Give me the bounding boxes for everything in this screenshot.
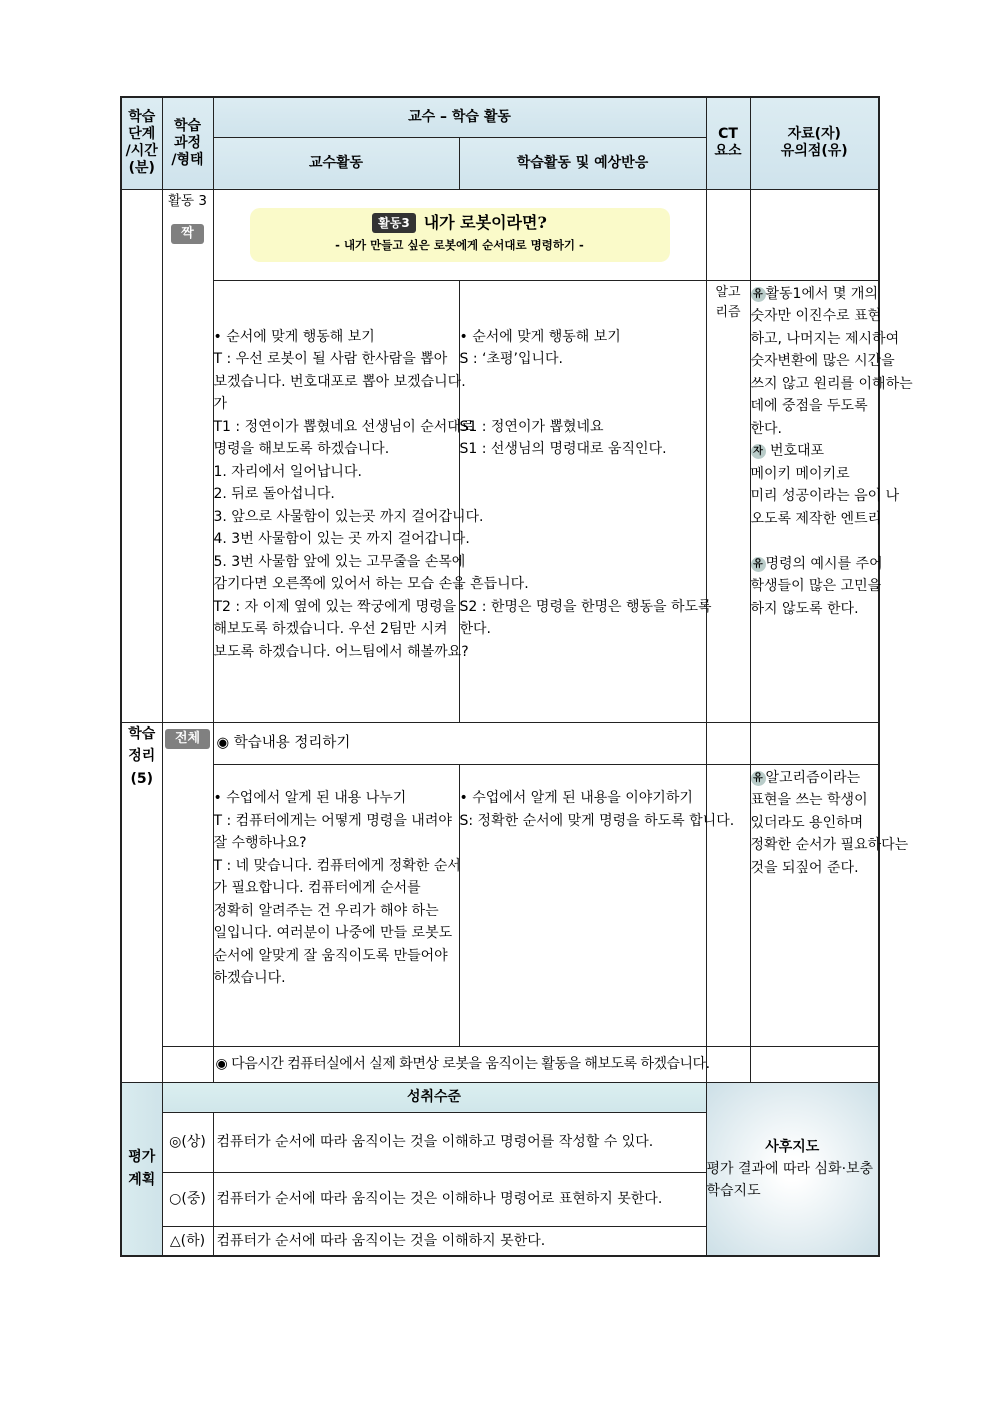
activity3-notes xyxy=(750,283,913,621)
after-guidance-text-1: 평가 결과에 따라 심화·보충 xyxy=(706,1160,874,1177)
note-line xyxy=(751,767,879,790)
note-line xyxy=(751,283,879,306)
note-text: 활동1에서 몇 개의 xyxy=(765,285,878,302)
summary-title: ◉ 학습내용 정리하기 xyxy=(213,722,706,764)
activity3-student-cell xyxy=(459,280,712,722)
note-line xyxy=(751,530,879,553)
summary-notes-empty xyxy=(750,722,879,764)
text-line: 하겠습니다. xyxy=(213,970,286,986)
note-line xyxy=(750,328,900,351)
note-text: 것을 되짚어 준다. xyxy=(750,859,859,876)
activity3-ct-empty xyxy=(706,189,750,280)
note-text: 알고리즘이라는 xyxy=(765,769,861,786)
pair-form-tag: 짝 xyxy=(171,224,204,244)
note-line xyxy=(750,485,900,508)
text-line: 5. 3번 사물함 앞에 있는 고무줄을 손목에 xyxy=(213,553,466,570)
note-line xyxy=(750,508,882,531)
text-line: 보겠습니다. 번호대포로 뽑아 보겠습니다. xyxy=(213,373,466,390)
note-badge-icon: 유 xyxy=(751,771,766,786)
summary-form-cell xyxy=(162,722,213,1046)
note-line xyxy=(751,812,879,835)
text-line: 감기다면 오른쪽에 있어서 하는 모습 손을 흔듭니다. xyxy=(213,576,529,592)
text-line xyxy=(460,551,706,574)
text-line: T1 : 정연이가 뽑혔네요 선생님이 순서대로 xyxy=(213,418,475,435)
next-ct-empty xyxy=(706,1046,750,1082)
summary-student-text xyxy=(459,765,735,833)
text-line xyxy=(214,303,459,326)
text-line xyxy=(460,281,706,304)
note-badge-icon: 자 xyxy=(751,444,766,459)
text-line: 해보도록 하겠습니다. 우선 2팀만 시켜 xyxy=(213,621,448,637)
process-form-header: 학습 과정 /형태 xyxy=(162,97,213,189)
stage-time-header: 학습 단계 /시간 (분) xyxy=(121,97,162,189)
text-line: S1 : 정연이가 뽑혔네요 xyxy=(459,418,604,435)
note-text: 미리 성공이라는 음이 나 xyxy=(750,488,900,504)
note-text: 쓰지 않고 원리를 이해하는 xyxy=(750,375,913,392)
note-text: 데에 중점을 두도록 xyxy=(750,398,868,414)
note-line xyxy=(751,418,879,441)
note-text: 숫자만 이진수로 표현 xyxy=(750,308,882,324)
level-high-text: 컴퓨터가 순서에 따라 움직이는 것을 이해하고 명령어를 작성할 수 있다. xyxy=(213,1112,706,1172)
note-text: 메이키 메이키로 xyxy=(750,465,850,482)
activity-label: 활동 3 xyxy=(168,192,207,209)
activity3-notes-cell xyxy=(750,280,913,722)
teacher-activity-header: 교수활동 xyxy=(213,137,459,189)
after-guidance-text-2: 학습지도 xyxy=(706,1182,761,1199)
text-line: • 수업에서 알게 된 내용을 이야기하기 xyxy=(459,790,693,806)
text-line: T : 컴퓨터에게는 어떻게 명령을 내려야 xyxy=(213,812,452,829)
summary-teacher-text xyxy=(214,765,459,990)
text-line: T : 네 맞습니다. 컴퓨터에게 정확한 순서 xyxy=(213,857,461,874)
text-line: 한다. xyxy=(459,621,491,637)
text-line: 보도록 하겠습니다. 어느팀에서 해볼까요? xyxy=(213,643,469,660)
note-line xyxy=(750,350,895,373)
note-text: 한다. xyxy=(750,420,782,437)
text-line: T : 우선 로봇이 될 사람 한사람을 뽑아 xyxy=(213,351,448,367)
note-line xyxy=(751,395,879,418)
note-line xyxy=(750,305,882,328)
summary-student-cell xyxy=(459,764,735,1046)
note-text: 숫자변환에 많은 시간을 xyxy=(750,353,895,369)
level-mid-mark: ○(중) xyxy=(162,1172,213,1226)
note-text: 번호대포 xyxy=(765,443,825,459)
level-low-text: 컴퓨터가 순서에 따라 움직이는 것을 이해하지 못한다. xyxy=(213,1226,706,1256)
summary-ct-empty-2 xyxy=(706,764,750,1046)
text-line xyxy=(460,506,706,529)
after-guidance-title: 사후지도 xyxy=(765,1138,820,1155)
text-line: 2. 뒤로 돌아섭니다. xyxy=(213,486,335,502)
text-line: 일입니다. 여러분이 나중에 만들 로봇도 xyxy=(213,925,453,941)
text-line: 3. 앞으로 사물함이 있는곳 까지 걸어갑니다. xyxy=(213,508,484,525)
note-badge-icon: 유 xyxy=(751,557,766,572)
summary-ct-empty xyxy=(706,722,750,764)
text-line xyxy=(460,528,706,551)
note-text: 명령의 예시를 주어 xyxy=(765,555,883,572)
activity3-notes-empty xyxy=(750,189,879,280)
note-line xyxy=(751,789,879,812)
note-line xyxy=(750,373,913,396)
level-high-mark: ◎(상) xyxy=(162,1112,213,1172)
teaching-learning-header: 교수 – 학습 활동 xyxy=(213,97,706,137)
level-low-mark: △(하) xyxy=(162,1226,213,1256)
note-line xyxy=(751,857,879,880)
activity-banner xyxy=(250,208,670,262)
evaluation-label-cell: 평가 계획 xyxy=(121,1082,162,1256)
text-line: 정확히 알려주는 건 우리가 해야 하는 xyxy=(213,902,439,919)
text-line: • 수업에서 알게 된 내용 나누기 xyxy=(213,790,407,806)
note-text: 하고, 나머지는 제시하여 xyxy=(750,330,900,347)
lesson-plan-table xyxy=(120,96,913,1257)
text-line: 1. 자리에서 일어납니다. xyxy=(213,463,362,480)
ct-element-header: CT 요소 xyxy=(706,97,750,189)
note-text: 있더라도 용인하며 xyxy=(750,814,864,831)
text-line: T2 : 자 이제 옆에 있는 짝궁에게 명령을 xyxy=(213,598,457,615)
whole-class-form-tag: 전체 xyxy=(165,729,210,749)
text-line: 명령을 해보도록 하겠습니다. xyxy=(213,441,390,457)
text-line: 가 xyxy=(213,396,228,412)
note-line xyxy=(751,553,883,576)
summary-stage-cell: 학습 정리 (5) xyxy=(121,722,162,1082)
text-line xyxy=(460,461,706,484)
materials-header: 자료(자) 유의점(유) xyxy=(750,97,879,189)
next-class-note: ◉ 다음시간 컴퓨터실에서 실제 화면상 로봇을 움직이는 활동을 해보도록 하겠습니다. xyxy=(213,1046,706,1082)
text-line xyxy=(214,281,459,304)
text-line xyxy=(460,303,706,326)
text-line: 잘 수행하나요? xyxy=(213,835,307,851)
summary-notes-cell xyxy=(750,764,909,1046)
activity3-banner-cell xyxy=(213,189,706,280)
note-text: 오도록 제작한 엔트리 xyxy=(750,510,882,527)
note-line xyxy=(751,440,879,463)
note-line xyxy=(750,834,909,857)
activity-banner-tag: 활동3 xyxy=(372,213,416,233)
summary-notes xyxy=(750,767,909,880)
text-line xyxy=(460,393,706,416)
text-line xyxy=(460,371,706,394)
text-line: S2 : 한명은 명령을 한명은 행동을 하도록 xyxy=(459,598,712,615)
note-text: 학생들이 많은 고민을 xyxy=(750,578,882,594)
text-line xyxy=(460,765,706,788)
achievement-header: 성취수준 xyxy=(162,1082,706,1112)
after-guidance-cell xyxy=(706,1082,879,1256)
note-text: 표현을 쓰는 학생이 xyxy=(750,792,868,808)
text-line: S1 : 선생님의 명령대로 움직인다. xyxy=(459,441,667,457)
note-line xyxy=(751,463,879,486)
ct-algorithm-cell: 알고 리즘 xyxy=(706,280,750,722)
text-line: S : ‘초평’입니다. xyxy=(459,351,563,367)
note-text: 정확한 순서가 필요하다는 xyxy=(750,837,909,853)
text-line xyxy=(214,765,459,788)
summary-teacher-cell xyxy=(213,764,459,1046)
text-line xyxy=(460,483,706,506)
note-line xyxy=(751,598,879,621)
note-line xyxy=(750,575,882,598)
activity3-form-cell xyxy=(162,189,213,722)
text-line: • 순서에 맞게 행동해 보기 xyxy=(213,328,375,345)
text-line: 순서에 알맞게 잘 움직이도록 만들어야 xyxy=(213,947,448,964)
student-activity-header: 학습활동 및 예상반응 xyxy=(459,137,706,189)
text-line: S: 정확한 순서에 맞게 명령을 하도록 합니다. xyxy=(459,812,735,829)
text-line: 가 필요합니다. 컴퓨터에게 순서를 xyxy=(213,880,421,896)
activity-banner-title: 내가 로봇이라면? xyxy=(423,212,547,232)
text-line: 4. 3번 사물함이 있는 곳 까지 걸어갑니다. xyxy=(213,531,470,547)
next-notes-empty xyxy=(750,1046,879,1082)
note-text xyxy=(751,533,755,549)
text-line: • 순서에 맞게 행동해 보기 xyxy=(459,328,621,345)
activity-banner-subtitle: - 내가 만들고 싶은 로봇에게 순서대로 명령하기 - xyxy=(335,238,584,253)
next-form-empty xyxy=(162,1046,213,1082)
activity3-stage-cell xyxy=(121,189,162,722)
note-badge-icon: 유 xyxy=(751,287,766,302)
level-mid-text: 컴퓨터가 순서에 따라 움직이는 것은 이해하나 명령어로 표현하지 못한다. xyxy=(213,1172,706,1226)
note-text: 하지 않도록 한다. xyxy=(750,600,859,617)
